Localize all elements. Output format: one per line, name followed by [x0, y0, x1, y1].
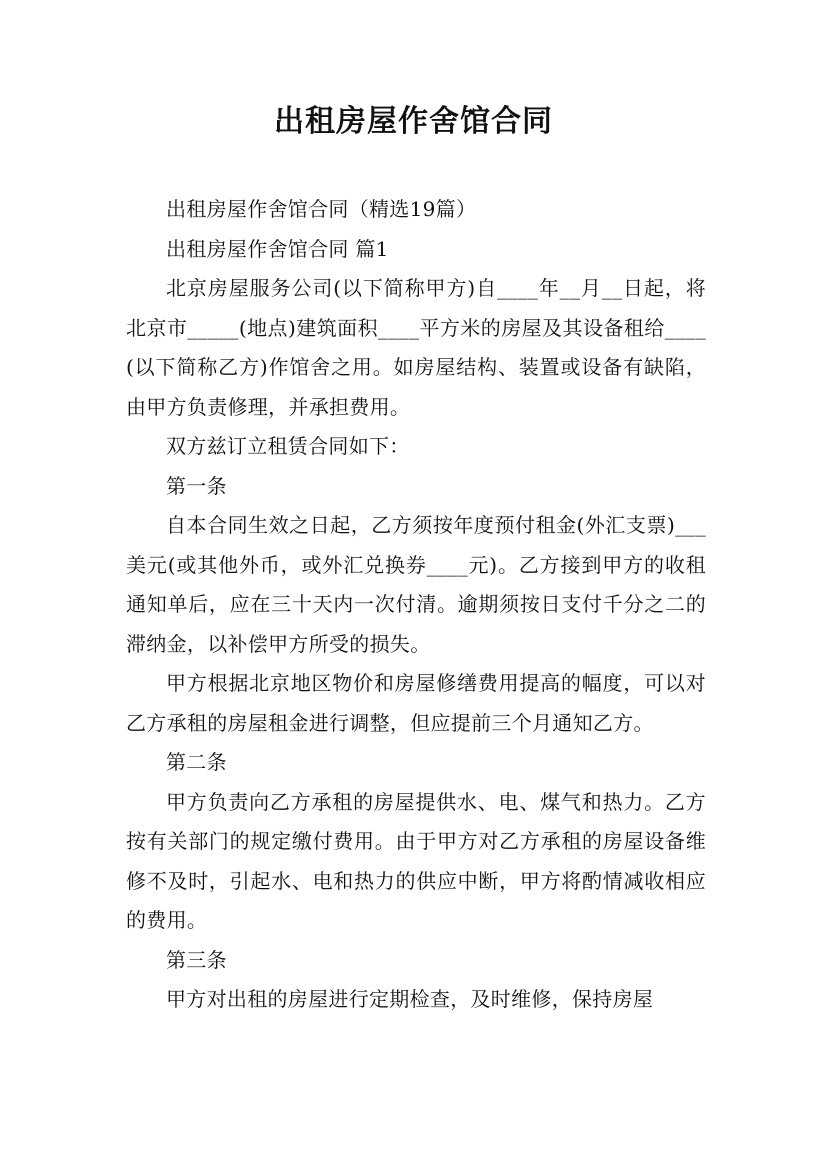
article-heading: 出租房屋作舍馆合同 篇1 — [166, 236, 389, 261]
paragraph-agreement: 双方兹订立租赁合同如下： — [166, 434, 410, 458]
clause-3-paragraph-1: 甲方对出租的房屋进行定期检查，及时维修，保持房屋 — [166, 987, 654, 1011]
clause-heading-2: 第二条 — [166, 750, 227, 774]
clause-heading-1: 第一条 — [166, 473, 227, 498]
clause-2-paragraph-1: 甲方负责向乙方承租的房屋提供水、电、煤气和热力。乙方按有关部门的规定缴付费用。由于甲方对乙方承租的房屋设备维修不及时，引起水、电和热力的供应中断，甲方将酌情减收相应的费用。 — [126, 789, 706, 932]
paragraph-intro: 北京房屋服务公司(以下简称甲方)自____年__月__日起，将北京市_____(地点)建筑面积____平方米的房屋及其设备租给____(以下简称乙方)作馆舍之用。如房屋结构、装置或设备有缺陷，由甲方负责修理，并承担费用。 — [126, 276, 706, 419]
clause-1-paragraph-2: 甲方根据北京地区物价和房屋修缮费用提高的幅度，可以对乙方承租的房屋租金进行调整，但应提前三个月通知乙方。 — [126, 671, 706, 735]
clause-heading-3: 第三条 — [166, 947, 227, 972]
document-title: 出租房屋作舍馆合同 — [274, 104, 553, 139]
document-body — [126, 190, 706, 1020]
clause-1-paragraph-1: 自本合同生效之日起，乙方须按年度预付租金(外汇支票)___美元(或其他外币，或外汇兑换券____元)。乙方接到甲方的收租通知单后，应在三十天内一次付清。逾期须按日支付千分之二的滞纳金，以补偿甲方所受的损失。 — [126, 513, 706, 656]
collection-subtitle: 出租房屋作舍馆合同（精选19篇） — [166, 197, 477, 221]
